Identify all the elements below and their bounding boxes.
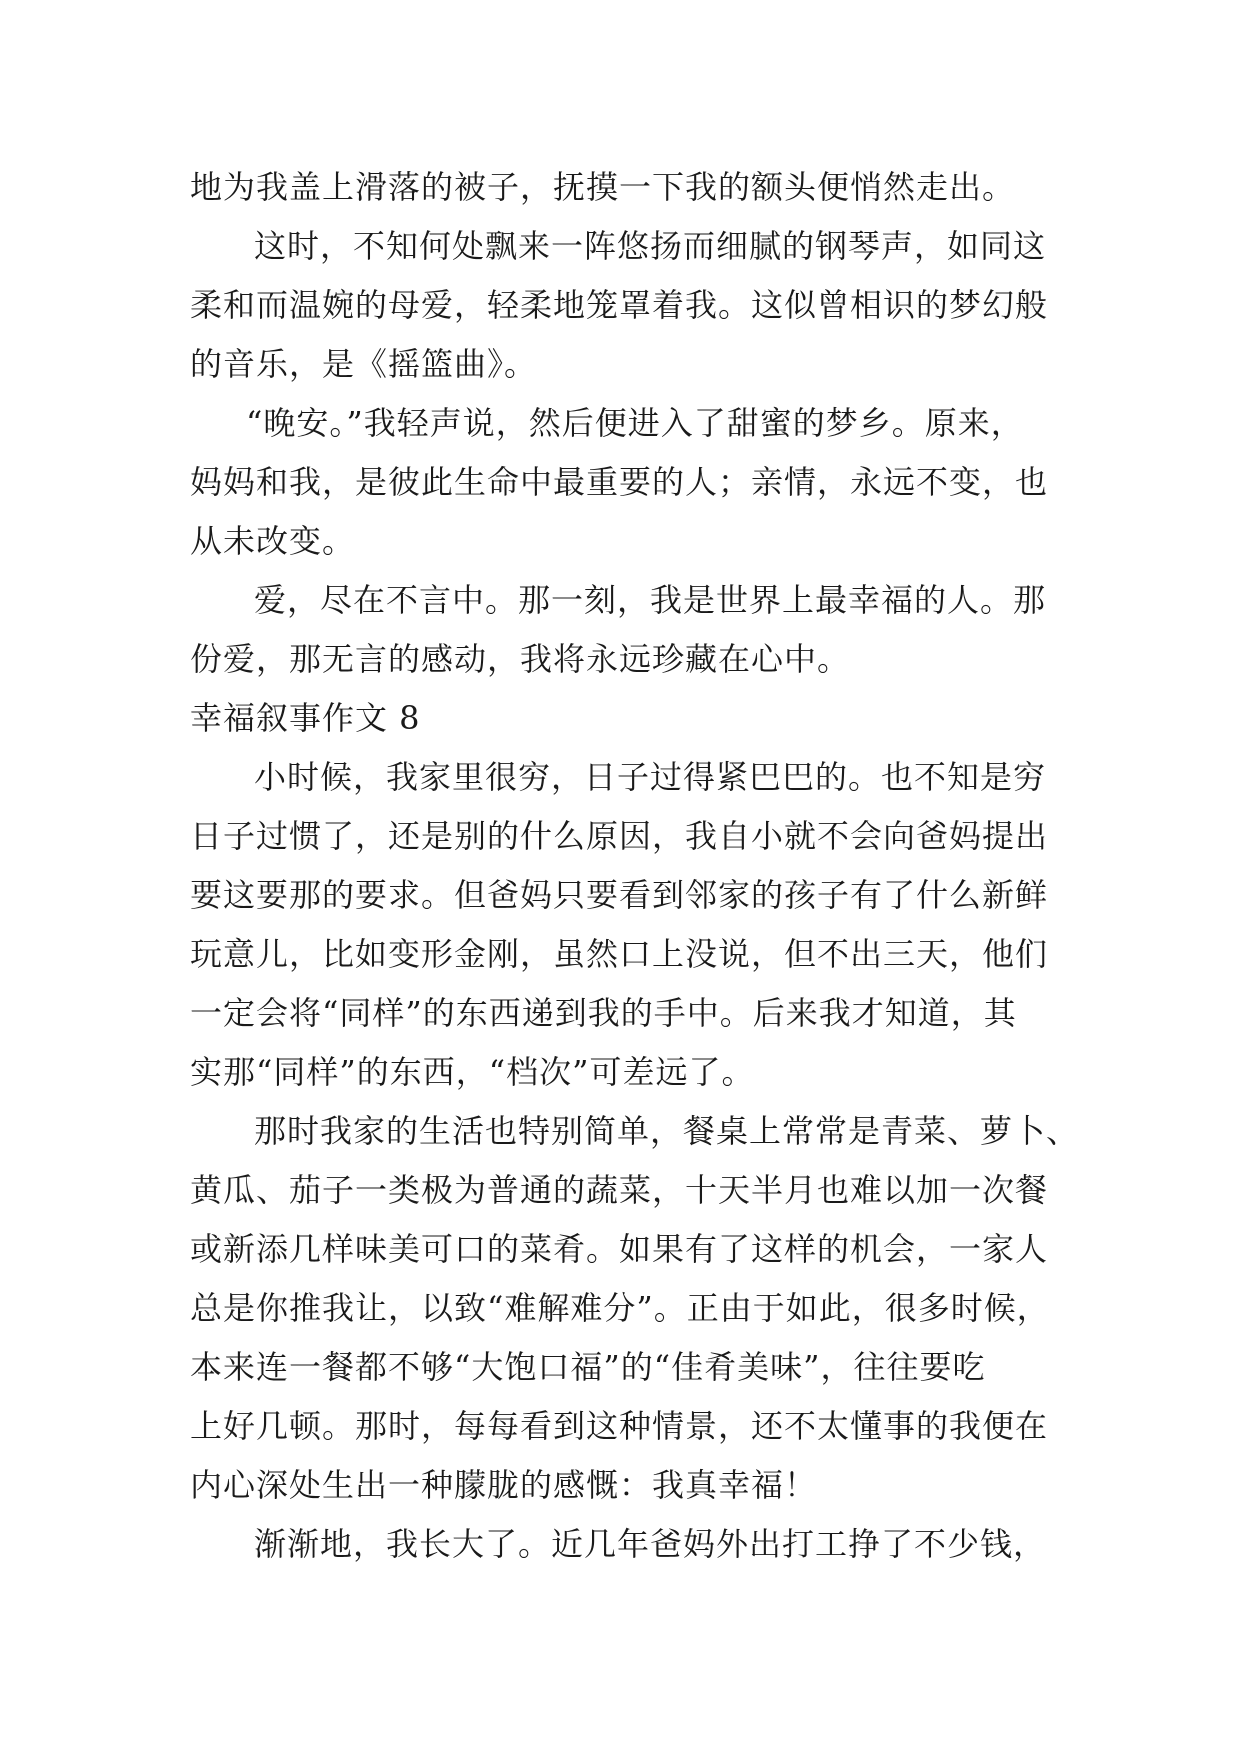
- text-line: 一定会将“同样”的东西递到我的手中。后来我才知道，其: [190, 994, 1017, 1032]
- text-line: 从未改变。: [190, 522, 356, 560]
- text-line: 玩意儿，比如变形金刚，虽然口上没说，但不出三天，他们: [190, 935, 1049, 973]
- text-line: 黄瓜、茄子一类极为普通的蔬菜，十天半月也难以加一次餐: [190, 1171, 1049, 1209]
- text-line: 本来连一餐都不够“大饱口福”的“佳肴美味”，往往要吃: [190, 1348, 986, 1386]
- paragraph-start-line: 渐渐地，我长大了。近几年爸妈外出打工挣了不少钱，: [254, 1525, 1047, 1563]
- paragraph-start-line: 那时我家的生活也特别简单，餐桌上常常是青菜、萝卜、: [254, 1112, 1080, 1150]
- text-line: 上好几顿。那时，每每看到这种情景，还不太懂事的我便在: [190, 1407, 1049, 1445]
- text-line: 内心深处生出一种朦胧的感慨：我真幸福！: [190, 1466, 818, 1504]
- text-line: 份爱，那无言的感动，我将永远珍藏在心中。: [190, 640, 851, 678]
- text-line: 的音乐，是《摇篮曲》。: [190, 345, 538, 383]
- text-line: 实那“同样”的东西，“档次”可差远了。: [190, 1053, 755, 1091]
- section-heading: 幸福叙事作文 8: [190, 699, 421, 737]
- text-line: 妈妈和我，是彼此生命中最重要的人；亲情，永远不变，也: [190, 463, 1049, 501]
- paragraph-start-line: “晚安。”我轻声说，然后便进入了甜蜜的梦乡。原来，: [246, 404, 1024, 442]
- paragraph-start-line: 爱，尽在不言中。那一刻，我是世界上最幸福的人。那: [254, 581, 1047, 619]
- paragraph-start-line: 小时候，我家里很穷，日子过得紧巴巴的。也不知是穷: [254, 758, 1047, 796]
- text-line: 地为我盖上滑落的被子，抚摸一下我的额头便悄然走出。: [190, 168, 1016, 206]
- text-line: 要这要那的要求。但爸妈只要看到邻家的孩子有了什么新鲜: [190, 876, 1049, 914]
- text-line: 或新添几样味美可口的菜肴。如果有了这样的机会，一家人: [190, 1230, 1049, 1268]
- text-line: 总是你推我让，以致“难解难分”。正由于如此，很多时候，: [190, 1289, 1050, 1327]
- paragraph-start-line: 这时，不知何处飘来一阵悠扬而细腻的钢琴声，如同这: [254, 227, 1047, 265]
- text-line: 柔和而温婉的母爱，轻柔地笼罩着我。这似曾相识的梦幻般: [190, 286, 1049, 324]
- document-body: [190, 158, 1080, 1574]
- text-line: 日子过惯了，还是别的什么原因，我自小就不会向爸妈提出: [190, 817, 1049, 855]
